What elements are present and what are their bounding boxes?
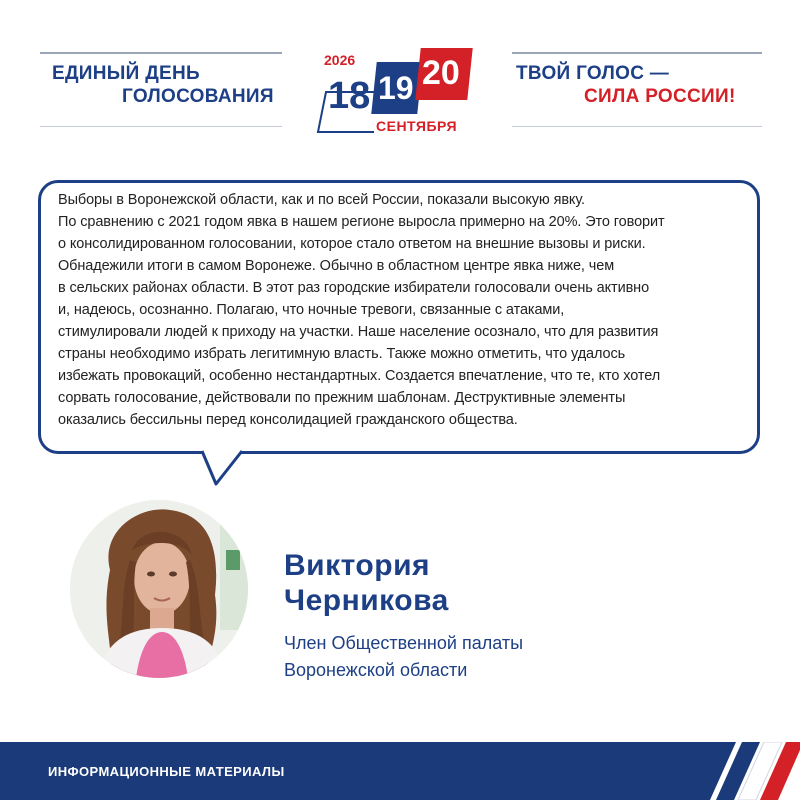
logo-month: СЕНТЯБРЯ	[376, 118, 458, 134]
slogan-line1: ТВОЙ ГОЛОС —	[516, 63, 670, 84]
person-role-line1: Член Общественной палаты	[284, 633, 524, 653]
logo-day-20: 20	[422, 54, 460, 92]
portrait-photo	[70, 500, 248, 678]
logo-day-19: 19	[378, 70, 414, 106]
quote-text: Выборы в Воронежской области, как и по всей России, показали высокую явку. По сравнению с 2021 годом явка в нашем регионе выросла примерно на 20%. Это говорит о консолидированном голосовании, которое стало ответом на внешние вызовы и риски. Обнадежили итоги в самом Воронеже. Обычно в областном центре явка ниже, чем в сельских районах области. В этот раз городские избиратели голосовали очень активно и, надеюсь, осознанно. Полагаю, что ночные тревоги, связанные с атаками, стимулировали людей к приходу на участки. Наше население осознало, что для развития страны необходимо избрать легитимную власть. Также можно отметить, что удалось избежать провокаций, особенно нестандартных. Создается впечатление, что те, кто хотел сорвать голосование, действовали по прежним шаблонам. Деструктивные элементы оказались бессильны перед консолидацией гражданского общества.	[58, 192, 665, 428]
logo-year: 2026	[324, 52, 356, 68]
speech-bubble-tail-icon	[196, 450, 256, 490]
election-date-logo	[312, 40, 492, 140]
person-first-name: Виктория	[284, 549, 431, 582]
event-title-line2: ГОЛОСОВАНИЯ	[122, 86, 274, 107]
person-name	[284, 548, 449, 618]
person-role-line2: Воронежской области	[284, 660, 468, 680]
logo-day-18: 18	[328, 75, 371, 117]
person-last-name: Черникова	[284, 584, 449, 617]
header-divider-right-bottom	[512, 126, 762, 127]
header-divider-left-top	[40, 52, 282, 54]
event-title	[40, 62, 278, 108]
event-title-line1: ЕДИНЫЙ ДЕНЬ	[52, 63, 201, 84]
slogan-line2: СИЛА РОССИИ!	[584, 86, 736, 107]
person-role	[284, 630, 523, 684]
header-divider-left-bottom	[40, 126, 282, 127]
slogan	[512, 62, 762, 108]
header-divider-right-top	[512, 52, 762, 54]
footer-label: ИНФОРМАЦИОННЫЕ МАТЕРИАЛЫ	[48, 764, 285, 779]
